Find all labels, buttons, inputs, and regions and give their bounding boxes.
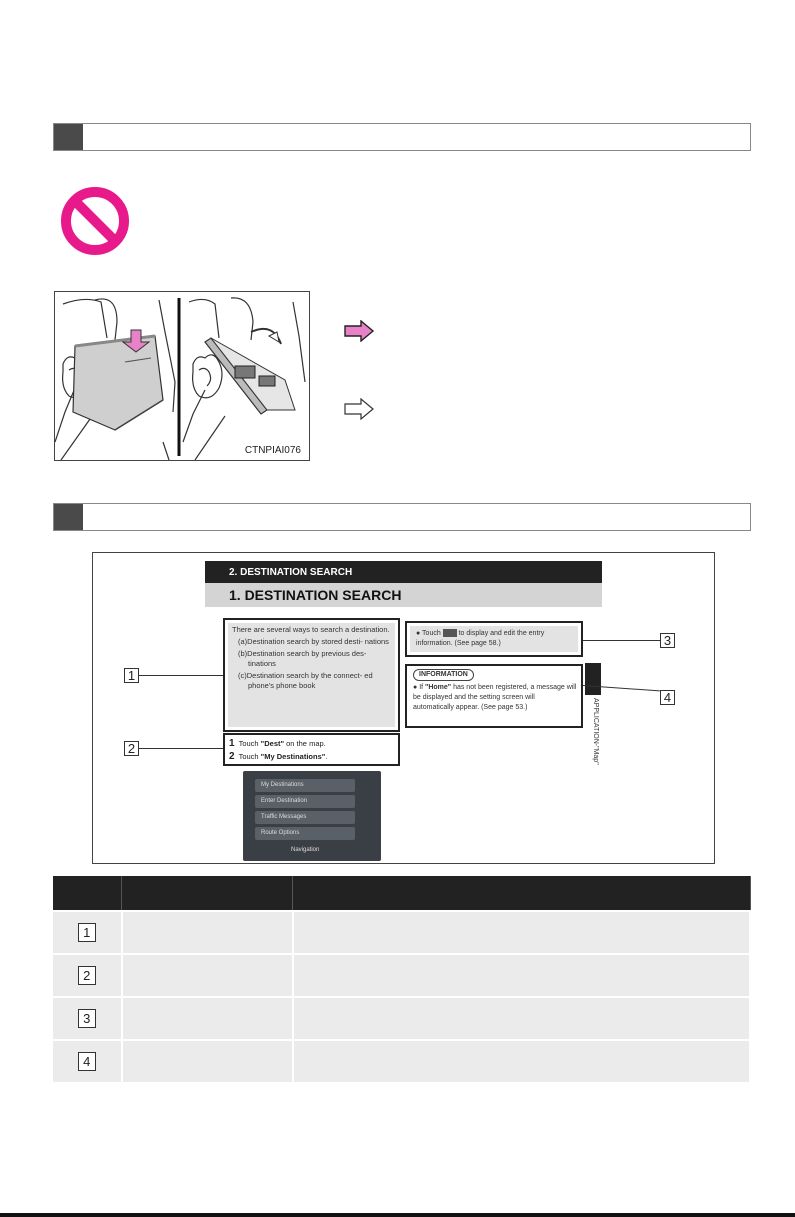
legend-table: [53, 876, 751, 1082]
page-bottom-rule: [0, 1213, 795, 1217]
step-text: Touch: [238, 752, 261, 761]
step-text: Touch: [238, 739, 261, 748]
intro-box: [223, 618, 400, 732]
column-header: [122, 876, 293, 911]
screen-menu-item: Enter Destination: [255, 795, 355, 808]
sample-section-label: 2. DESTINATION SEARCH: [205, 561, 602, 583]
row-description: [293, 911, 751, 954]
information-text: has not been registered, a message will be displayed and the setting screen will automatically appear. (See page 53.): [413, 684, 577, 711]
section-header-2: [53, 503, 751, 531]
section-marker: [54, 124, 83, 150]
leader-line: [139, 748, 223, 749]
row-number: 4: [78, 1052, 96, 1071]
callout-2: 2: [124, 741, 139, 756]
row-number: 3: [78, 1009, 96, 1028]
sample-page-figure: [92, 552, 715, 864]
callout-4: 4: [660, 690, 675, 705]
row-number: 2: [78, 966, 96, 985]
information-bold: "Home": [425, 684, 452, 691]
outline-arrow-note: [343, 398, 385, 420]
intro-text: There are several ways to search a destination.: [232, 625, 390, 634]
leader-line: [139, 675, 223, 676]
row-description: [293, 954, 751, 997]
table-row: [53, 911, 750, 954]
callout-3: 3: [660, 633, 675, 648]
step-number: 1: [229, 738, 235, 749]
row-name: [122, 997, 293, 1040]
information-text: If: [419, 684, 426, 691]
callout-1: 1: [124, 668, 139, 683]
info-button-icon: [443, 629, 457, 637]
touch-note-text: Touch: [422, 630, 443, 637]
row-name: [122, 954, 293, 997]
table-row: [53, 954, 750, 997]
screen-footer: Navigation: [291, 847, 320, 853]
row-name: [122, 1040, 293, 1082]
row-name: [122, 911, 293, 954]
chapter-tab: [585, 663, 601, 695]
step-row: [229, 737, 394, 750]
table-row: [53, 1040, 750, 1082]
sample-page-title: 1. DESTINATION SEARCH: [205, 583, 602, 607]
nav-screen-image: [243, 771, 381, 861]
step-row: [229, 750, 394, 763]
information-box: INFORMATION ● If "Home" has not been registered, a message will be displayed and the setting screen will automatically appear. (See page 53.): [405, 664, 583, 728]
steps-box: [223, 733, 400, 766]
console-drawing: [55, 292, 310, 461]
prohibition-icon: [60, 186, 130, 256]
screen-menu-item: Traffic Messages: [255, 811, 355, 824]
section-header-1: [53, 123, 751, 151]
outline-arrow-icon: [343, 398, 375, 420]
touch-note-text: to display and edit the entry information. (See page 58.): [416, 630, 545, 647]
step-text: .: [325, 752, 328, 761]
list-item: (a)Destination search by stored desti- nations: [238, 637, 389, 646]
list-item: (b)Destination search by previous des- tinations: [238, 649, 367, 668]
list-item: (c)Destination search by the connect- ed phone's phone book: [238, 671, 373, 690]
touch-note-box: ● Touch to display and edit the entry information. (See page 58.): [405, 621, 583, 657]
pink-filled-arrow-icon: [343, 320, 375, 342]
table-row: [53, 997, 750, 1040]
illustration-code: CTNPIAI076: [244, 445, 301, 456]
step-text: on the map.: [284, 739, 326, 748]
row-number: 1: [78, 923, 96, 942]
step-bold: "My Destinations": [260, 752, 326, 761]
column-header: [293, 876, 751, 911]
step-number: 2: [229, 751, 235, 762]
console-illustration: [54, 291, 310, 461]
column-header: [53, 876, 122, 911]
row-description: [293, 1040, 751, 1082]
row-description: [293, 997, 751, 1040]
pink-arrow-note: [343, 320, 385, 342]
information-label: INFORMATION: [413, 669, 474, 681]
screen-menu-item: Route Options: [255, 827, 355, 840]
section-marker: [54, 504, 83, 530]
step-bold: "Dest": [260, 739, 285, 748]
chapter-label: APPLICATION-"Map": [592, 698, 599, 765]
screen-menu-item: My Destinations: [255, 779, 355, 792]
leader-line: [583, 640, 660, 641]
